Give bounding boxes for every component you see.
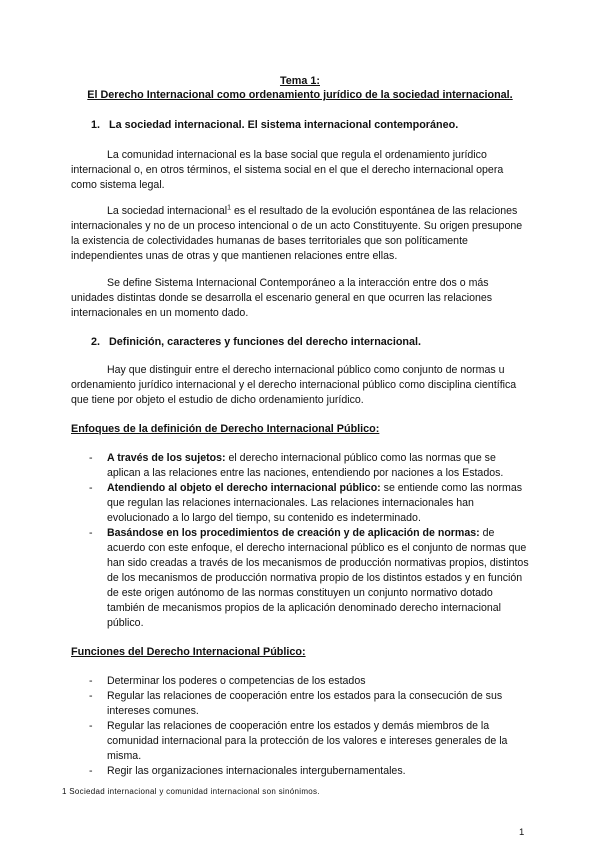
dash-bullet: - [89,452,93,464]
footnote-number: 1 [62,787,67,796]
title-line-1: Tema 1: [279,75,320,87]
enfoque-text: el derecho internacional público como las normas que se aplican a las relaciones entre las naciones, entendiendo por naciones a los Estados. [107,452,504,479]
enfoques-list [71,451,531,631]
page-number: 1 [519,827,525,838]
document-title [60,74,540,102]
section-1-paragraph-2 [71,204,531,264]
enfoque-label: Atendiendo al objeto el derecho internacional público: [107,482,381,494]
list-item [71,719,531,764]
dash-bullet: - [89,720,93,732]
section-1-paragraph-3: Se define Sistema Internacional Contemporáneo a la interacción entre dos o más unidades distintas donde se desarrolla el escenario general en que ocurren las relaciones internacionales en un momento dado. [71,277,493,319]
section-1-number: 1. [91,119,101,131]
funcion-text: Determinar los poderes o competencias de los estados [107,675,366,687]
enfoques-heading: Enfoques de la definición de Derecho Internacional Público: [71,423,380,435]
enfoque-label: A través de los sujetos: [107,452,226,464]
footnote-reference: 1 [227,204,232,212]
title-line-2: El Derecho Internacional como ordenamiento jurídico de la sociedad internacional. [87,89,513,101]
footnote-text: Sociedad internacional y comunidad internacional son sinónimos. [66,787,320,796]
list-item [71,674,531,689]
section-2-number: 2. [91,336,101,348]
funcion-text: Regular las relaciones de cooperación entre los estados y demás miembros de la comunidad internacional para la protección de los valores e intereses generales de la misma. [107,720,508,762]
list-item [71,764,531,779]
dash-bullet: - [89,482,93,494]
section-2-paragraph-1: Hay que distinguir entre el derecho internacional público como conjunto de normas u ordenamiento jurídico internacional y el derecho internacional público como disciplina científica que tiene por objeto el estudio de dicho ordenamiento jurídico. [71,364,517,406]
dash-bullet: - [89,765,93,777]
enfoque-text: de acuerdo con este enfoque, el derecho internacional público es el conjunto de normas que han sido creadas a través de los mecanismos de producción normativas propios, distintos de los mecanismos de producción normativa propio de los distintos estados y en función de este origen autónomo de las normas constituyen un conjunto normativo dotado también de mecanismos propios de la aplicación denominado derecho internacional público. [107,527,529,629]
paragraph-2-rest: es el resultado de la evolución espontánea de las relaciones internacionales y no de un proceso intencional o de un acto Constituyente. Su origen presupone la existencia de colectividades humanas de bases territoriales que son políticamente independientes unas de otras y que mantienen relaciones entre ellas. [71,205,523,262]
section-1-paragraph-1: La comunidad internacional es la base social que regula el ordenamiento jurídico internacional o, en otros términos, el sistema social en el que el derecho internacional opera como sistema legal. [71,149,504,191]
paragraph-2-start: La sociedad internacional [107,205,228,217]
funcion-text: Regir las organizaciones internacionales intergubernamentales. [107,765,406,777]
list-item [71,689,531,719]
list-item [71,526,531,631]
list-item [71,451,531,481]
footnote [62,786,320,797]
section-1-heading [91,118,531,133]
funciones-list [71,674,531,779]
section-2-title: Definición, caracteres y funciones del derecho internacional. [109,336,422,348]
funcion-text: Regular las relaciones de cooperación entre los estados para la consecución de sus intereses comunes. [107,690,503,717]
funciones-heading: Funciones del Derecho Internacional Público: [71,646,306,658]
dash-bullet: - [89,690,93,702]
section-2-heading [91,335,531,350]
list-item [71,481,531,526]
dash-bullet: - [89,675,93,687]
section-1-title: La sociedad internacional. El sistema internacional contemporáneo. [109,119,459,131]
enfoque-label: Basándose en los procedimientos de creación y de aplicación de normas: [107,527,480,539]
dash-bullet: - [89,527,93,539]
enfoque-text: se entiende como las normas que regulan las relaciones internacionales. Las relaciones internacionales han evolucionado a lo largo del tiempo, su contenido es indeterminado. [107,482,523,524]
